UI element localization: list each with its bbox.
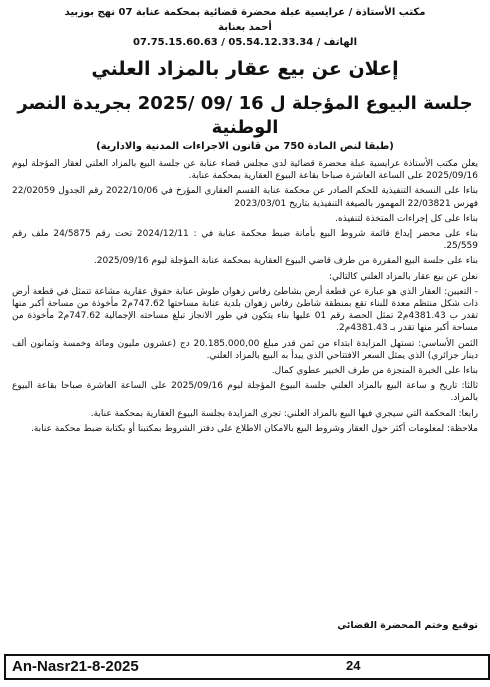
notice-title: إعلان عن بيع عقار بالمزاد العلني	[91, 58, 399, 80]
paragraph: نعلن عن بيع عقار بالمزاد العلني كالتالي:	[328, 271, 478, 282]
paragraph: بناء على جلسة البيع المقررة من طرف قاضي البيوع العقارية بمحكمة عنابة المؤجلة ليوم 2025/09/16.	[93, 256, 478, 267]
office-header-line-2: أحمد بعنابة	[218, 22, 272, 33]
paragraph: - التعيين: العقار الذي هو عبارة عن قطعة أرض بشاطئ رفاس زهوان طوش عنابة حقوق عقارية مشاعة تتمثل في قطعة أرض ذات شكل منتظم معدة للبناء تقع بمنطقة شاطئ رفاس زهوان بلدية عنابة مساحتها 747.62م2 مأخوذة من مساحة أكبر منها تقدر ب 4381.43م2 تمثل الحصة رقم 01 عليها بناء يتكون في طور الانجاز تبلغ مساحته الإجمالية 747.62م2 مأخوذة من مساحة أكبر منها تقدر بـ 4381.43م2.	[12, 286, 478, 334]
paragraph: ثالثا: تاريخ و ساعة البيع بالمزاد العلني جلسة البيوع المؤجلة ليوم 2025/09/16 على الساعة العاشرة صباحا بقاعة البيوع بالمزاد.	[12, 381, 478, 404]
paragraph: رابعا: المحكمة التي سيجري فيها البيع بالمزاد العلني: تجرى المزايدة بجلسة البيوع العقارية بمحكمة عنابة.	[90, 408, 478, 419]
paragraph: بناء على محضر إيداع قائمة شروط البيع بأمانة ضبط محكمة عنابة في : 2024/12/11 تحت رقم 24/5875 ملف رقم 25/559.	[12, 229, 478, 252]
paragraph: ملاحظة: لمعلومات أكثر حول العقار وشروط البيع بالامكان الاطلاع على دفتر الشروط بمكتبنا أو بكتابة ضبط محكمة عنابة.	[30, 423, 478, 434]
paragraph: بناءا على الخبرة المنجزة من طرف الخبير عطوي كمال.	[271, 366, 478, 377]
session-subtitle: جلسة البيوع المؤجلة ل 16 /09 /2025 بجريدة النصر الوطنية	[17, 93, 473, 138]
paragraph: الثمن الأساسي: تستهل المزايدة ابتداء من ثمن قدر مبلغ 20.185.000,00 دج (عشرون مليون ومائة وخمسة وثمانون ألف دينار جزائري) الذي يمثل السعر الافتتاحي الذي يبدأ به البيع بالمزاد العلني.	[12, 338, 478, 361]
newspaper-footer	[4, 654, 490, 680]
paragraph: بناءا على كل إجراءات المتخذة لتنفيذه.	[335, 213, 478, 224]
signature-line: توقيع وختم المحضرة القضائي	[337, 620, 478, 631]
notice-body	[12, 158, 478, 438]
newspaper-reference: An-Nasr21-8-2025	[12, 658, 139, 675]
legal-basis: (طبقا لنص المادة 750 من قانون الاجراءات المدنية والادارية)	[96, 141, 394, 152]
office-header-line-1: مكتب الأستاذة / عرايسية عبلة محضرة قضائية بمحكمة عنابة 07 نهج بوزبيد	[64, 7, 426, 18]
phone-line: الهاتف / 05.54.12.33.34 / 07.75.15.60.63	[132, 37, 357, 48]
paragraph: يعلن مكتب الأستاذة عرايسية عبلة محضرة قضائية لدى مجلس قضاء عنابة عن جلسة البيع بالمزاد العلني لعقار المؤجلة ليوم 2025/09/16 على الساعة العاشرة صباحا بقاعة البيوع العقارية بمحكمة عنابة.	[12, 159, 478, 182]
page-number: 24	[346, 658, 361, 673]
paragraph: بناءا على النسخة التنفيذية للحكم الصادر عن محكمة عنابة القسم العقاري المؤرخ في 2022/10/06 رقم الجدول 22/02059 فهرس 22/03821 المهمور بالصيغة التنفيذية بتاريخ 2023/03/01	[12, 186, 479, 209]
